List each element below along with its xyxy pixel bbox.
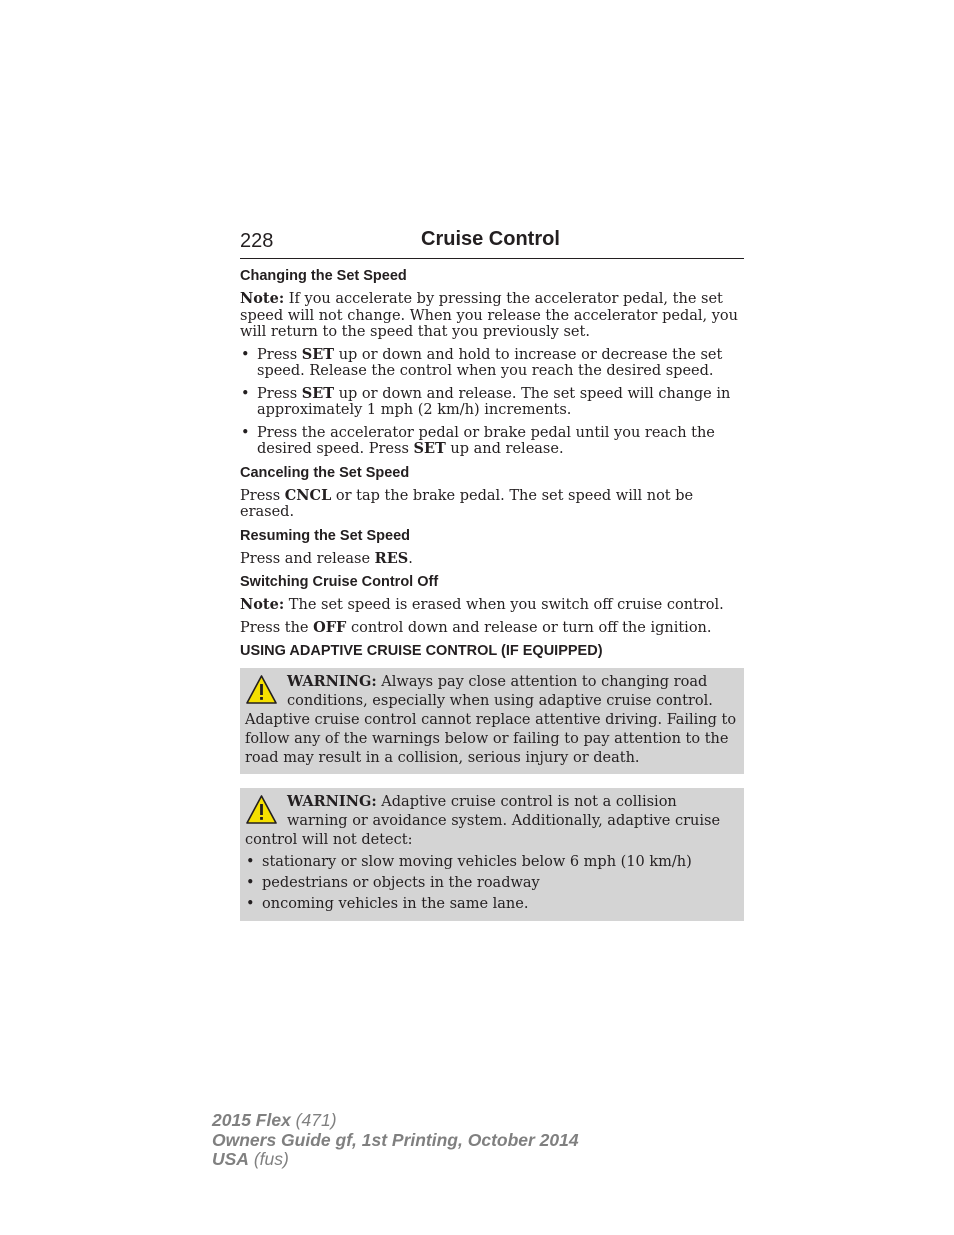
warning-text: Always pay close attention to changing road conditions, especially when using adaptive cruise control. Adaptive cruise control cannot replace attentive driving. Failing to follow any of the warnings below or failing to pay attention to the road may result in a collision, serious injury or death. (245, 674, 737, 766)
list-item: • Press the accelerator pedal or brake pedal until you reach the desired speed. Press SET up and release. (240, 425, 744, 458)
page-content (240, 267, 744, 935)
heading-resuming-set-speed: Resuming the Set Speed (240, 527, 411, 544)
list-item: • Press SET up or down and release. The set speed will change in approximately 1 mph (2 km/h) increments. (240, 386, 744, 419)
page-footer (212, 1111, 579, 1170)
warning-label: WARNING: (287, 793, 377, 810)
note-label: Note: (240, 290, 285, 307)
heading-adaptive-cruise: USING ADAPTIVE CRUISE CONTROL (IF EQUIPPED) (240, 643, 603, 659)
section-changing-set-speed (240, 267, 744, 458)
heading-canceling-set-speed: Canceling the Set Speed (240, 464, 410, 481)
section-resuming-set-speed (240, 527, 744, 568)
section-adaptive-cruise (240, 642, 744, 921)
warning-text: Adaptive cruise control is not a collision warning or avoidance system. Additionally, adaptive cruise control will not detect: (245, 794, 721, 848)
section-canceling-set-speed (240, 464, 744, 521)
footer-model: 2015 Flex (471) (212, 1110, 337, 1130)
note-switching: Note: The set speed is erased when you switch off cruise control. (240, 596, 724, 613)
section-switching-off (240, 573, 744, 636)
page-number: 228 (240, 230, 274, 252)
list-item: • Press SET up or down and hold to increase or decrease the set speed. Release the control when you reach the desired speed. (240, 347, 744, 380)
heading-switching-off: Switching Cruise Control Off (240, 574, 439, 590)
list-item: • stationary or slow moving vehicles below 6 mph (10 km/h) (245, 852, 738, 873)
chapter-title: Cruise Control (421, 228, 560, 250)
switching-text: Press the OFF control down and release or turn off the ignition. (240, 618, 712, 636)
set-speed-bullet-list (240, 347, 744, 458)
warning-triangle-icon (245, 794, 278, 826)
note-changing (240, 291, 744, 341)
not-detected-list (245, 852, 738, 915)
canceling-text: Press CNCL or tap the brake pedal. The set speed will not be erased. (240, 486, 694, 520)
footer-region: USA (fus) (212, 1149, 289, 1169)
footer-guide: Owners Guide gf, 1st Printing, October 2014 (212, 1129, 579, 1150)
page-header (240, 228, 744, 259)
heading-changing-set-speed: Changing the Set Speed (240, 268, 407, 284)
note-text: If you accelerate by pressing the accelerator pedal, the set speed will not change. When you release the accelerator pedal, you will return to the speed that you previously set. (240, 291, 739, 340)
warning-triangle-icon (245, 674, 278, 706)
resuming-text: Press and release RES. (240, 549, 413, 567)
list-item: • oncoming vehicles in the same lane. (245, 894, 738, 915)
warning-box-2 (240, 788, 744, 921)
warning-box-1 (240, 668, 744, 774)
list-item: • pedestrians or objects in the roadway (245, 873, 738, 894)
warning-label: WARNING: (287, 673, 377, 690)
